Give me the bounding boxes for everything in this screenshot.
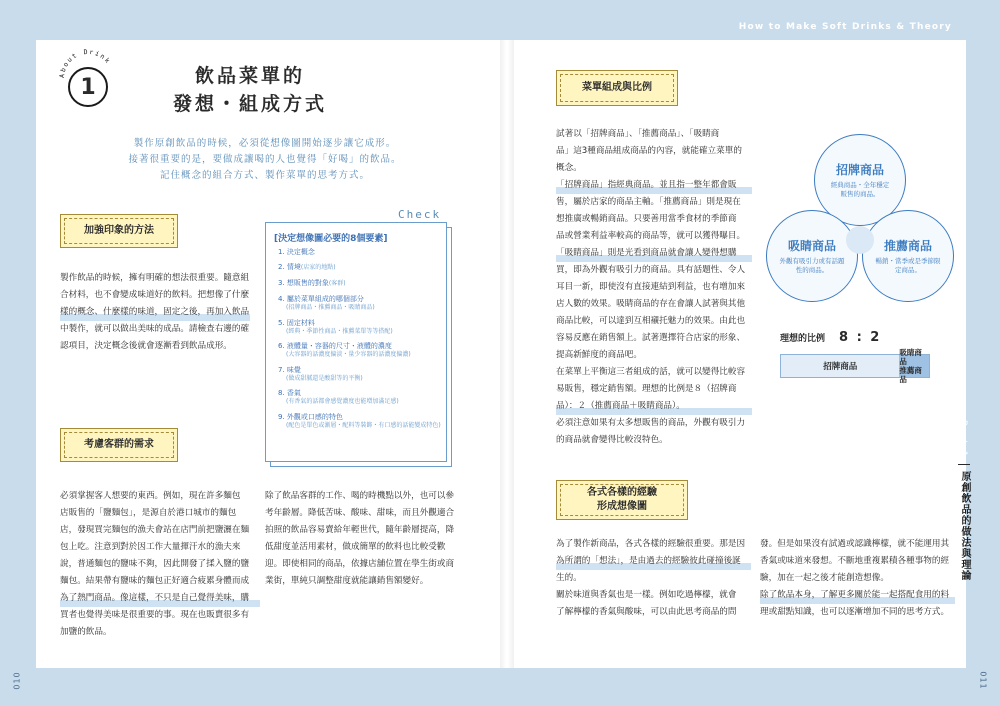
ratio-bar xyxy=(780,348,930,384)
venn-circle-right xyxy=(862,210,954,302)
ratio-segment-signature: 招牌商品 xyxy=(781,355,899,377)
body-line: 理或甜點知識，也可以逐漸增加不同的思考方式。 xyxy=(760,607,950,617)
body-line: 香氣或味道來發想。不斷地重複累積各種事物的經 xyxy=(760,556,950,566)
check-label: Check xyxy=(398,208,442,221)
body-line: 店人數的效果。吸睛商品的存在會讓人試著與其他 xyxy=(556,299,746,309)
side-tab-title: 原創飲品的做法與理論 xyxy=(959,471,970,582)
body-line: 買者也覺得美味是很重要的事。現在也販賣很多有 xyxy=(60,610,250,620)
body-line: 考年齡層。降低苦味、酸味、甜味，而且外觀適合 xyxy=(265,508,455,518)
intro-line: 記住概念的組合方式、製作菜單的思考方式。 xyxy=(159,170,370,181)
body-line: 耳目一新，即使沒有直接連結到利益，也有增加來 xyxy=(556,282,746,292)
body-line: 品）：２（推薦商品＋吸睛商品）。 xyxy=(556,398,752,415)
body-line: 合材料，也不會變成味道好的飲料。把想像了什麼 xyxy=(60,290,250,300)
checklist-item: 9. 外觀或口感的特色 (配色是單色或漸層・配料等裝飾・有口感的話能變成特色) xyxy=(278,412,441,429)
checklist-item: 4. 屬於菜單組成的哪個部分 (招牌商品・推薦商品・吸睛商品) xyxy=(278,295,375,311)
body-line: 「招牌商品」指經典商品。並且指一整年都會販 xyxy=(556,177,752,194)
section-heading-customers xyxy=(60,428,178,462)
ratio-label-recommend: 推薦商品 xyxy=(899,366,922,384)
body-line: 品」這3種商品組成商品的內容，就能確立菜單的 xyxy=(556,146,742,156)
body-line: 買，即為外觀有吸引力的商品。具有話題性、令人 xyxy=(556,265,746,275)
body-line: 除了飲品本身，了解更多關於能一起搭配食用的料 xyxy=(760,587,955,604)
ratio-label-eyecatch: 吸睛商品 xyxy=(899,348,922,366)
venn-title: 吸睛商品 xyxy=(787,239,836,253)
body-line: 想推廣或暢銷商品。只要善用當季食材的季節商 xyxy=(556,214,737,224)
ratio-value: 8 : 2 xyxy=(839,330,882,345)
body-line: 包上吃。注意到對於因工作大量揮汗水的漁夫來 xyxy=(60,542,241,552)
venn-desc: 外觀有吸引力或有話題性的商品。 xyxy=(779,257,845,274)
side-tab-part: Part 1 xyxy=(958,420,968,459)
venn-title: 推薦商品 xyxy=(883,239,932,253)
venn-overlap xyxy=(846,226,874,254)
running-title: How to Make Soft Drinks & Theory xyxy=(738,22,952,32)
checklist-item: 1. 決定概念 xyxy=(278,248,315,256)
body-line: 的商品就會變得比較沒特色。 xyxy=(556,435,668,445)
checklist-item: 7. 味覺 (做成甜膩還是酸甜等的平衡) xyxy=(278,365,363,382)
body-line: 提高新鮮度的商品吧。 xyxy=(556,350,642,360)
checklist-item: 5. 固定材料 (經典・季節性商品・推薦菜單等等搭配) xyxy=(278,318,393,335)
section-heading-impression xyxy=(60,214,178,248)
checklist-item: 2. 情境(店家的地點) xyxy=(278,263,336,271)
body-line: 加鹽的飲品。 xyxy=(60,627,112,637)
body-line: 發。但是如果沒有試過或認識檸檬，就不能運用其 xyxy=(760,539,950,549)
venn-circle-left xyxy=(766,210,858,302)
experience-body-col1 xyxy=(556,536,751,621)
checklist-card xyxy=(265,222,447,462)
body-line: 品或營業利益率較高的商品等，就可以獲得曝目。 xyxy=(556,231,746,241)
customers-body-col2 xyxy=(265,488,475,590)
intro-line: 接著很重要的是，要做成讓喝的人也覺得「好喝」的飲品。 xyxy=(128,154,402,165)
venn-title: 招牌商品 xyxy=(835,163,884,177)
body-line: 樣的概念、什麼樣的味道，固定之後，再加入飲品 xyxy=(60,304,250,321)
checklist-items xyxy=(278,247,443,435)
checklist-item: 3. 想販售的對象(客群) xyxy=(278,279,346,287)
section-heading-experience xyxy=(556,480,688,520)
impression-body xyxy=(60,270,250,355)
checklist-item: 8. 香氣 (有香氣的話都會感覺濃度也能增加滿足感) xyxy=(278,389,399,405)
body-line: 必須注意如果有太多想販售的商品，外觀有吸引力 xyxy=(556,418,746,428)
section-heading-text: 考慮客群的需求 xyxy=(64,432,174,458)
experience-body-col2 xyxy=(760,536,955,621)
body-line: 試著以「招牌商品」、「推薦商品」、「吸睛商 xyxy=(556,129,720,139)
body-line: 了解檸檬的香氣與酸味，可以由此思考商品的問 xyxy=(556,607,737,617)
body-line: 在菜單上平衡這三者組成的話，就可以變得比較容 xyxy=(556,367,746,377)
body-line: 商品比較，可以達到互相襯托魅力的效果。由此也 xyxy=(556,316,746,326)
section-heading-text: 各式各樣的經驗 形成想像圖 xyxy=(560,484,684,516)
body-line: 生的。 xyxy=(556,573,582,583)
customers-body-col1 xyxy=(60,488,260,641)
intro-line: 製作原創飲品的時候，必須從想像圖開始逐步讓它成形。 xyxy=(133,138,397,149)
book-gutter xyxy=(500,40,514,668)
body-line: 「吸睛商品」則是光看到商品就會讓人變得想購 xyxy=(556,245,752,262)
menu-body xyxy=(556,126,752,449)
page-title-line1: 飲品菜單的 xyxy=(194,65,305,87)
venn-desc: 經典商品・全年穩定販售的商品。 xyxy=(830,181,890,198)
body-line: 業街，單純只調整甜度就能讓銷售額變好。 xyxy=(265,576,429,586)
body-line: 店販售的「鹽麵包」，是源自於港口城市的麵包 xyxy=(60,508,237,518)
body-line: 為所謂的「想法」，是由過去的經驗彼此碰撞後誕 xyxy=(556,553,751,570)
body-line: 關於味道與香氣也是一樣。例如吃過檸檬，就會 xyxy=(556,590,737,600)
body-line: 拍照的飲品容易賣給年輕世代，隨年齡層提高，降 xyxy=(265,525,455,535)
chapter-number-badge: 1 xyxy=(68,67,108,107)
body-line: 製作飲品的時候，擁有明確的想法很重要。隨意組 xyxy=(60,273,250,283)
ratio-segment-others xyxy=(899,348,929,384)
checklist-item: 6. 液體量・容器的尺寸・液體的濃度 (大容器的話濃度偏淡・量少容器的話濃度偏濃) xyxy=(278,342,411,358)
section-heading-menu xyxy=(556,70,678,106)
body-line: 迎。即使相同的商品，依據店舖位置在學生街或商 xyxy=(265,559,455,569)
ratio-label: 理想的比例 xyxy=(780,334,826,344)
menu-venn-diagram xyxy=(766,130,956,310)
body-line: 認項目，決定概念後就會逐漸看到飲品成形。 xyxy=(60,341,232,351)
side-tab xyxy=(944,420,984,581)
ratio-header xyxy=(780,330,881,345)
page-number-right: 011 xyxy=(978,671,988,690)
checklist-title: [決定想像圖必要的8個要素] xyxy=(274,234,388,244)
body-line: 除了飲品客群的工作、喝的時機點以外，也可以參 xyxy=(265,491,455,501)
body-line: 為了熱門商品。像這樣，不只是自己覺得美味，購 xyxy=(60,590,260,607)
venn-desc: 暢銷・當季或是季節限定商品。 xyxy=(875,257,941,274)
body-line: 店，發現買完麵包的漁夫會站在店門前把鹽灑在麵 xyxy=(60,525,250,535)
page-title xyxy=(165,62,335,118)
intro-text xyxy=(70,136,460,184)
body-line: 售，屬於店家的商品主軸。「推薦商品」則是現在 xyxy=(556,197,741,207)
body-line: 中製作，就可以做出美味的成品。請檢查右邊的確 xyxy=(60,324,250,334)
body-line: 驗，加在一起之後才能創造想像。 xyxy=(760,573,889,583)
body-line: 容易反應在銷售額上。試著選擇符合店家的形象、 xyxy=(556,333,746,343)
page-title-line2: 發想・組成方式 xyxy=(172,93,327,115)
body-line: 為了製作新商品，各式各樣的經驗很重要。那是因 xyxy=(556,539,746,549)
body-line: 麵包。結果帶有鹽味的麵包正好適合疲累身體而成 xyxy=(60,576,250,586)
page-number-left: 010 xyxy=(12,671,22,690)
section-heading-text: 菜單組成與比例 xyxy=(560,74,674,102)
section-heading-text: 加強印象的方法 xyxy=(64,218,174,244)
body-line: 說，普通麵包的鹽味不夠，因此開發了揉入鹽的鹽 xyxy=(60,559,250,569)
body-line: 必須掌握客人想要的東西。例如，現在許多麵包 xyxy=(60,491,241,501)
body-line: 易販售，穩定銷售額。理想的比例是８（招牌商 xyxy=(556,384,737,394)
chapter-arc-text: About Drink xyxy=(57,48,113,78)
body-line: 低甜度並活用素材，做成簡單的飲料也比較受歡 xyxy=(265,542,446,552)
body-line: 概念。 xyxy=(556,163,582,173)
side-tab-divider xyxy=(958,464,970,465)
